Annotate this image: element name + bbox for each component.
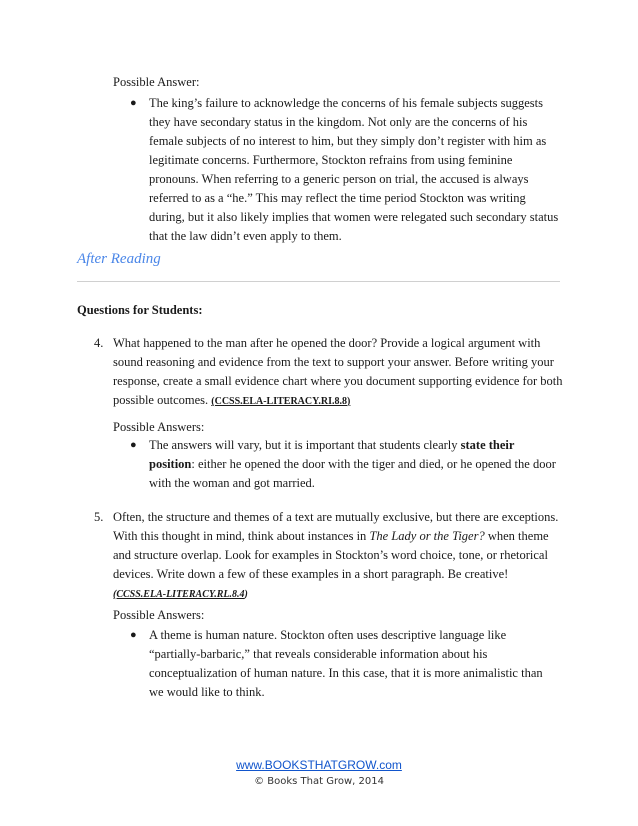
question-number: 5. <box>94 510 104 524</box>
possible-answers-label: Possible Answers: <box>113 420 205 434</box>
citation <box>113 589 248 600</box>
answer-after: : either he opened the door with the tiger and died, or he opened the door with the woman and got married. <box>149 457 556 490</box>
footer-website-link[interactable]: www.BOOKSTHATGROW.com <box>236 758 402 772</box>
citation-open: (CCSS.ELA-LITERACY.RL.8.4 <box>113 589 245 600</box>
possible-answer-text: The king’s failure to acknowledge the concerns of his female subjects suggests they have secondary status in the kingdom. Not only are the concerns of his female subjects of no interest to him, but they simply don’t register with him as legitimate concerns. Furthermore, Stockton refrains from using feminine pronouns. When referring to a generic person on trial, the accused is always referred to as a “he.” This may reflect the time period Stockton was writing during, but it also likely implies that women were relegated such secondary status that the law didn’t even apply to them. <box>149 96 559 243</box>
answer-bullet <box>130 436 560 493</box>
possible-answers-label: Possible Answers: <box>113 608 205 622</box>
section-heading: After Reading <box>77 251 161 267</box>
question-body-before: Often, the structure and themes of a text are mutually exclusive, but there are exceptions. With this thought in mind, think about instances in <box>113 510 559 543</box>
questions-subheading: Questions for Students: <box>77 303 203 317</box>
section-divider <box>77 281 560 282</box>
question-text <box>113 334 563 411</box>
question-body: What happened to the man after he opened the door? Provide a logical argument with sound reasoning and evidence from the text to support your answer. Before writing your response, create a small evidence chart where you document supporting evidence for both possible outcomes. <box>113 336 563 407</box>
answer-bullet <box>130 626 560 702</box>
citation-close: ) <box>347 396 351 407</box>
answer-before: The answers will vary, but it is important that students clearly <box>149 438 461 452</box>
citation <box>211 396 350 407</box>
question-number: 4. <box>94 336 104 350</box>
possible-answer-label: Possible Answer: <box>113 75 200 89</box>
citation-close: ) <box>244 589 248 600</box>
answer-text: A theme is human nature. Stockton often uses descriptive language like “partially-barbaric,” that reveals considerable information about his conceptualization of human nature. In this case, that it is more animalistic than we would like to think. <box>149 628 543 699</box>
bullet-icon: ● <box>130 97 137 109</box>
book-title: The Lady or the Tiger? <box>369 529 485 543</box>
question-body-after: when theme and structure overlap. Look for examples in Stockton’s word choice, tone, or rhetorical devices. Write down a few of these examples in a short paragraph. Be creative! <box>113 529 549 581</box>
bullet-icon: ● <box>130 629 137 641</box>
citation-open: (CCSS.ELA-LITERACY.RI.8.8 <box>211 396 348 407</box>
answer-text <box>149 436 560 493</box>
possible-answer-bullet <box>130 94 560 246</box>
question-text <box>113 508 563 604</box>
footer-copyright: © Books That Grow, 2014 <box>254 776 384 787</box>
bullet-icon: ● <box>130 439 137 451</box>
answer-emphasis: state their position <box>149 438 515 471</box>
